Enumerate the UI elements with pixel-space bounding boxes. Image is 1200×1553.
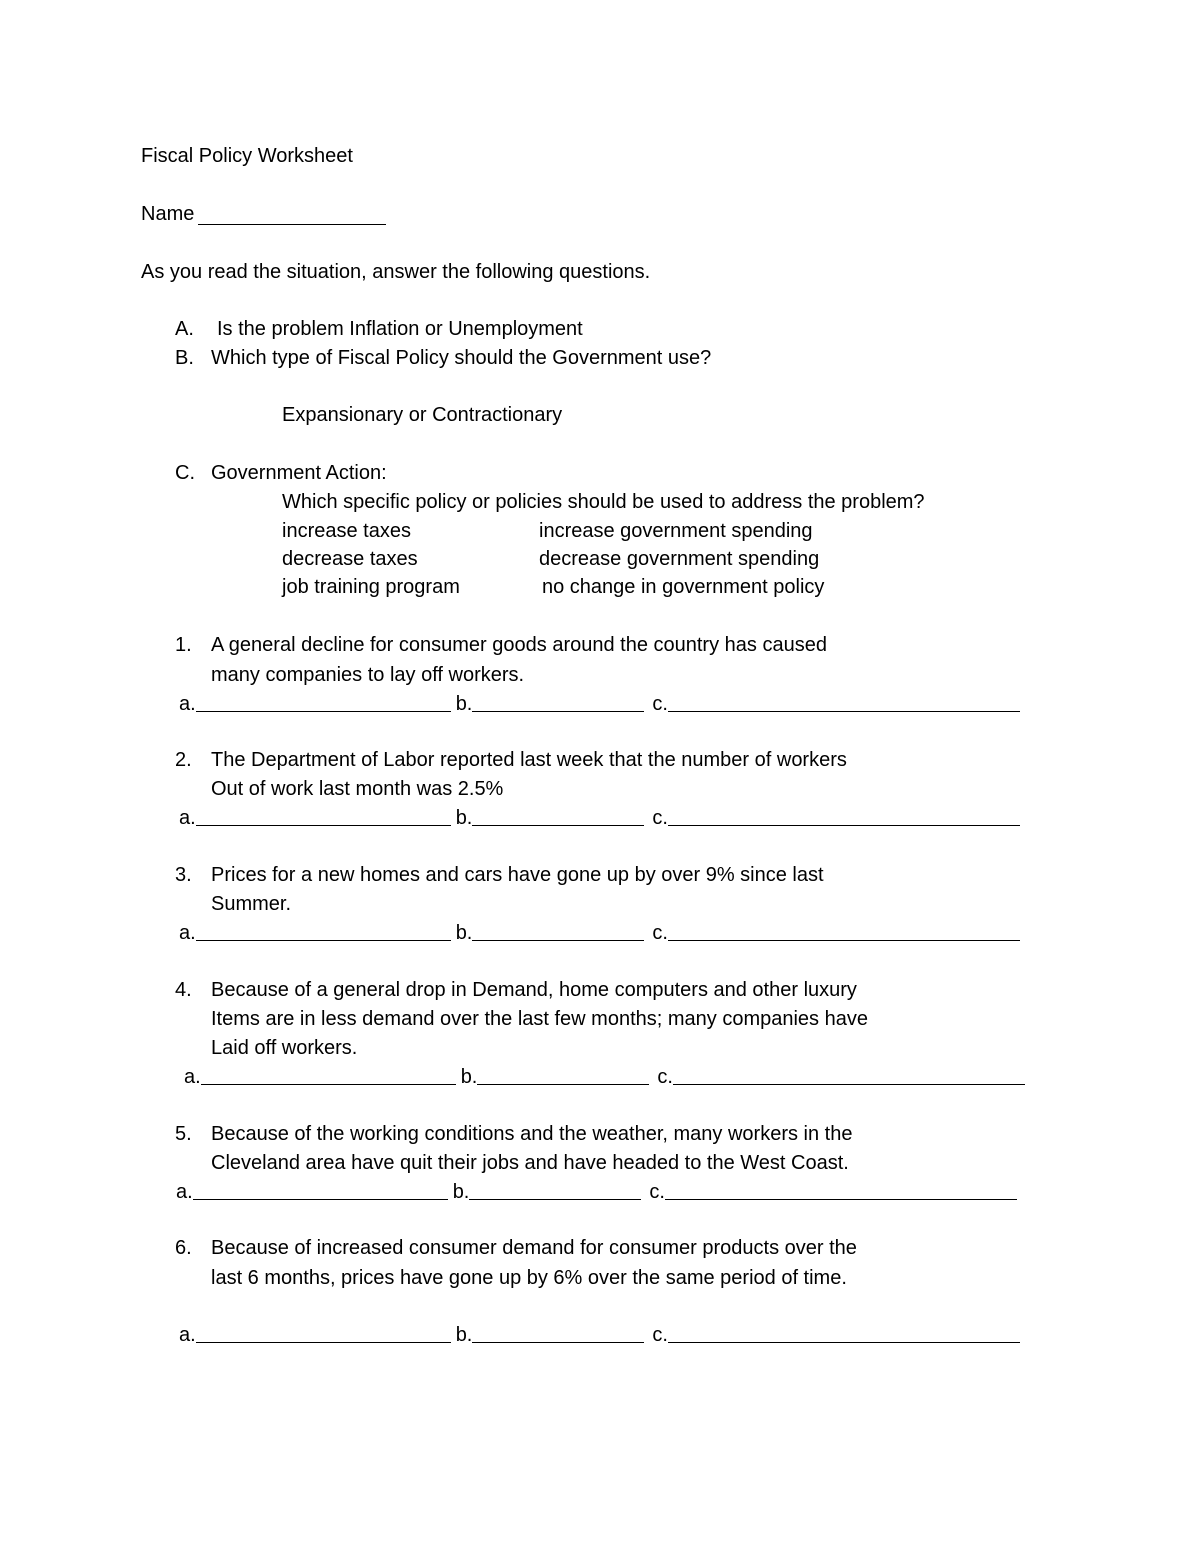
option-increase-spending: increase government spending [539, 520, 813, 542]
answer-b-label: b. [452, 1181, 470, 1203]
question-c-text: Government Action: [211, 462, 387, 484]
situation-1-number: 1. [175, 634, 192, 656]
worksheet-title: Fiscal Policy Worksheet [141, 145, 353, 167]
situation-4-answers [184, 1065, 1025, 1089]
answer-a-blank[interactable] [196, 825, 451, 826]
answer-c-blank[interactable] [668, 711, 1020, 712]
situation-6-number: 6. [175, 1237, 192, 1259]
situation-2-number: 2. [175, 749, 192, 771]
situation-3-line-2: Summer. [211, 893, 292, 915]
answer-b-blank[interactable] [477, 1084, 649, 1085]
answer-a-label: a. [179, 1324, 196, 1346]
answer-b-blank[interactable] [472, 940, 644, 941]
answer-c-blank[interactable] [673, 1084, 1025, 1085]
answer-a-label: a. [176, 1181, 193, 1203]
answer-a-label: a. [179, 807, 196, 829]
situation-3-answers [179, 921, 1020, 945]
situation-5-number: 5. [175, 1123, 192, 1145]
answer-a-label: a. [184, 1066, 201, 1088]
action-prompt: Which specific policy or policies should be used to address the problem? [282, 491, 925, 513]
question-b-text: Which type of Fiscal Policy should the Government use? [211, 347, 712, 369]
answer-a-blank[interactable] [196, 711, 451, 712]
question-c-marker: C. [175, 462, 195, 484]
situation-3-line-1: Prices for a new homes and cars have gone up by over 9% since last [211, 864, 824, 886]
question-a-text: Is the problem Inflation or Unemployment [217, 318, 583, 340]
situation-1-line-1: A general decline for consumer goods around the country has caused [211, 634, 827, 656]
situation-1-answers [179, 692, 1020, 716]
answer-c-blank[interactable] [665, 1199, 1017, 1200]
situation-5-line-1: Because of the working conditions and the weather, many workers in the [211, 1123, 853, 1145]
situation-4-number: 4. [175, 979, 192, 1001]
option-increase-taxes: increase taxes [282, 520, 411, 542]
question-b-marker: B. [175, 347, 194, 369]
situation-4-line-2: Items are in less demand over the last few months; many companies have [211, 1008, 868, 1030]
answer-c-label: c. [652, 693, 668, 715]
situation-5-answers [176, 1180, 1017, 1204]
name-label: Name [141, 203, 195, 225]
question-a-marker: A. [175, 318, 194, 340]
answer-a-label: a. [179, 922, 196, 944]
option-job-training: job training program [282, 576, 460, 598]
situation-4-line-3: Laid off workers. [211, 1037, 358, 1059]
answer-c-blank[interactable] [668, 940, 1020, 941]
option-no-change: no change in government policy [542, 576, 825, 598]
answer-c-blank[interactable] [668, 1342, 1020, 1343]
option-decrease-taxes: decrease taxes [282, 548, 418, 570]
answer-a-blank[interactable] [196, 940, 451, 941]
answer-b-label: b. [455, 922, 473, 944]
situation-3-number: 3. [175, 864, 192, 886]
answer-c-label: c. [652, 922, 668, 944]
answer-b-blank[interactable] [469, 1199, 641, 1200]
answer-a-blank[interactable] [201, 1084, 456, 1085]
answer-b-blank[interactable] [472, 1342, 644, 1343]
situation-6-line-2: last 6 months, prices have gone up by 6% over the same period of time. [211, 1267, 847, 1289]
answer-b-blank[interactable] [472, 825, 644, 826]
answer-c-label: c. [652, 807, 668, 829]
situation-1-line-2: many companies to lay off workers. [211, 664, 525, 686]
answer-b-label: b. [460, 1066, 478, 1088]
situation-5-line-2: Cleveland area have quit their jobs and have headed to the West Coast. [211, 1152, 849, 1174]
situation-2-answers [179, 806, 1020, 830]
answer-a-blank[interactable] [193, 1199, 448, 1200]
policy-types: Expansionary or Contractionary [282, 404, 563, 426]
situation-2-line-2: Out of work last month was 2.5% [211, 778, 504, 800]
answer-a-label: a. [179, 693, 196, 715]
answer-b-label: b. [455, 1324, 473, 1346]
answer-c-label: c. [649, 1181, 665, 1203]
answer-b-blank[interactable] [472, 711, 644, 712]
situation-6-line-1: Because of increased consumer demand for consumer products over the [211, 1237, 857, 1259]
situation-4-line-1: Because of a general drop in Demand, home computers and other luxury [211, 979, 857, 1001]
answer-a-blank[interactable] [196, 1342, 451, 1343]
answer-b-label: b. [455, 693, 473, 715]
instructions: As you read the situation, answer the following questions. [141, 261, 651, 283]
option-decrease-spending: decrease government spending [539, 548, 820, 570]
situation-2-line-1: The Department of Labor reported last week that the number of workers [211, 749, 847, 771]
name-blank[interactable] [198, 224, 386, 225]
answer-c-label: c. [652, 1324, 668, 1346]
answer-b-label: b. [455, 807, 473, 829]
situation-6-answers [179, 1323, 1020, 1347]
answer-c-blank[interactable] [668, 825, 1020, 826]
answer-c-label: c. [657, 1066, 673, 1088]
